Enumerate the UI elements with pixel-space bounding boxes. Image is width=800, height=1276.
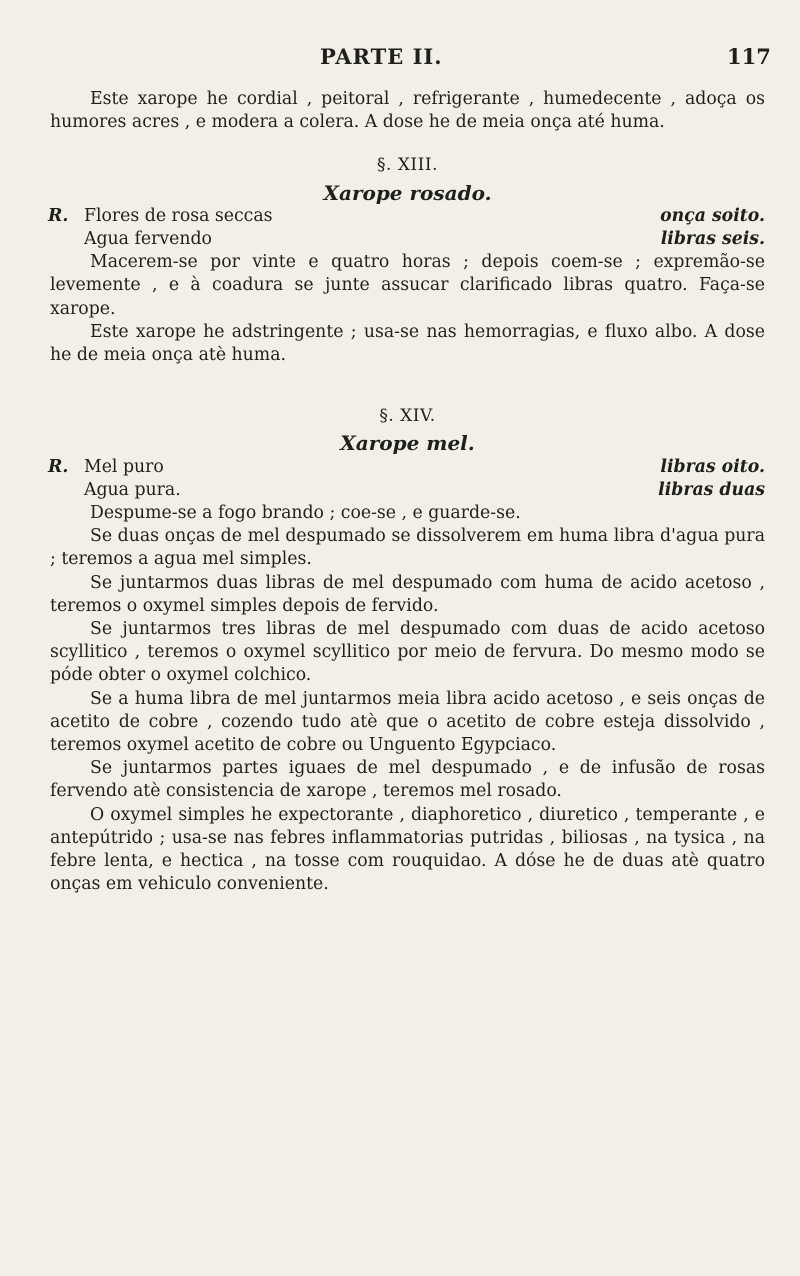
section-14-title: Xarope mel. (340, 431, 475, 456)
ingredient: Agua pura. (84, 479, 181, 500)
recipe-line (50, 456, 765, 479)
paragraph: Se juntarmos duas libras de mel despumado com huma de acido acetoso , teremos o oxymel simples depois de fervido. (50, 572, 765, 616)
paragraph: Se a huma libra de mel juntarmos meia libra acido acetoso , e seis onças de acetito de cobre , cozendo tudo atè que o acetito de cobre esteja dissolvido , teremos oxymel acetito de cobre ou Unguento Egypciaco. (50, 688, 765, 756)
page-body (50, 88, 765, 896)
ingredient: Mel puro (84, 456, 164, 477)
recipe-line (50, 228, 765, 251)
running-title: PARTE II. (320, 44, 443, 69)
recipe-symbol: R. (48, 205, 69, 226)
paragraph: Se juntarmos partes iguaes de mel despumado , e de infusão de rosas fervendo atè consistencia de xarope , teremos mel rosado. (50, 758, 765, 802)
recipe-line (50, 479, 765, 502)
ingredient: Agua fervendo (84, 229, 212, 249)
paragraph: Despume-se a fogo brando ; coe-se , e guarde-se. (90, 502, 521, 523)
intro-paragraph: Este xarope he cordial , peitoral , refrigerante , humedecente , adoça os humores acres , e modera a colera. A dose he de meia onça até huma. (50, 89, 765, 133)
paragraph: O oxymel simples he expectorante , diaphoretico , diuretico , temperante , e antepútrido ; usa-se nas febres inflammatorias putridas , biliosas , na tysica , na febre lenta, e hectica , na tosse com rouquidao. A dóse he de duas atè quatro onças em vehiculo conveniente. (50, 804, 765, 895)
section-13-number: §. XIII. (377, 155, 438, 176)
recipe-line (50, 205, 765, 228)
quantity: libras oito. (660, 456, 765, 477)
quantity: libras seis. (660, 229, 765, 249)
recipe-symbol: R. (48, 456, 69, 477)
section-14-number: §. XIV. (379, 406, 436, 427)
page-number: 117 (727, 44, 771, 69)
section-13-title: Xarope rosado. (323, 180, 492, 205)
quantity: libras duas (658, 479, 765, 500)
paragraph: Macerem-se por vinte e quatro horas ; depois coem-se ; expremão-se levemente , e à coadura se junte assucar clarificado libras quatro. Faça-se xarope. (50, 252, 765, 319)
quantity: onça soito. (660, 205, 765, 226)
paragraph: Este xarope he adstringente ; usa-se nas hemorragias, e fluxo albo. A dose he de meia onça atè huma. (50, 321, 765, 365)
paragraph: Se juntarmos tres libras de mel despumado com duas de acido acetoso scyllitico , teremos o oxymel scyllitico por meio de fervura. Do mesmo modo se póde obter o oxymel colchico. (50, 619, 765, 686)
ingredient: Flores de rosa seccas (84, 205, 273, 226)
paragraph: Se duas onças de mel despumado se dissolverem em huma libra d'agua pura ; teremos a agua mel simples. (50, 526, 765, 570)
page-header (0, 40, 800, 76)
